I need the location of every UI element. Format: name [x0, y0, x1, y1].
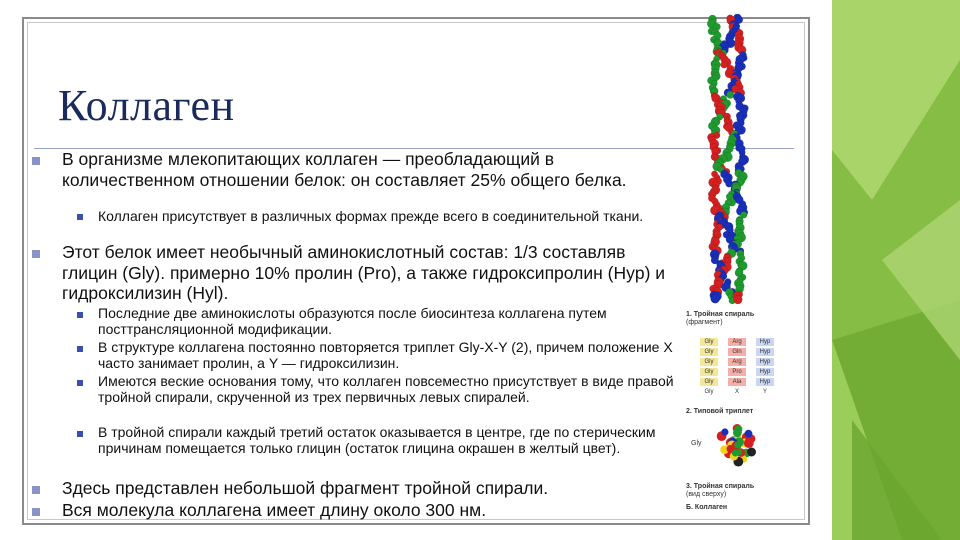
figure-caption: [686, 311, 754, 327]
sub-bullet-text: В тройной спирали каждый третий остаток оказывается в центре, где по стерическим причинам помещается только глицин (остаток глицина окрашен в желтый цвет).: [98, 424, 656, 456]
slide-title: Коллаген: [58, 81, 235, 130]
triplet-table: [700, 338, 782, 396]
collagen-triple-helix-image: [692, 14, 764, 306]
triplet-cell: Arg: [728, 338, 746, 346]
triplet-cell: Gln: [728, 348, 746, 356]
caption-label: 1. Тройная спираль: [686, 311, 755, 318]
bullet-text: Здесь представлен небольшой фрагмент тройной спирали.: [62, 478, 549, 498]
caption-sub: (фрагмент): [686, 319, 723, 326]
section-atom: [744, 438, 754, 448]
bullet-marker: [77, 214, 83, 220]
triplet-cell: Gly: [700, 378, 718, 386]
figure-caption: Б. Коллаген: [686, 504, 728, 511]
triplet-cell: Gly: [700, 368, 718, 376]
bullet-text: В организме млекопитающих коллаген — преобладающий в количественном отношении белок: он составляет 25% общего белка.: [62, 149, 627, 190]
section-atom: [734, 442, 741, 449]
helix-atom: [711, 294, 720, 303]
triplet-footer-label: Gly: [704, 389, 714, 395]
bullet-marker: [77, 431, 83, 437]
decorative-green-band: [832, 0, 960, 540]
bullet-marker: [32, 157, 40, 165]
caption-label: 3. Тройная спираль: [686, 483, 755, 490]
section-atom: [734, 425, 742, 433]
triplet-cell: Hyp: [756, 358, 774, 366]
triplet-cell: Arg: [728, 358, 746, 366]
triplet-cell: Pro: [728, 368, 746, 376]
helix-atom: [734, 295, 743, 304]
triplet-cell: Gly: [700, 358, 718, 366]
bullet-marker: [77, 312, 83, 318]
section-atom: [747, 448, 756, 457]
triplet-cell: Hyp: [756, 348, 774, 356]
bullet-marker: [77, 346, 83, 352]
bullet-text: Вся молекула коллагена имеет длину около 300 нм.: [62, 500, 487, 520]
bullet-marker: [32, 250, 40, 258]
sub-bullet-text: Коллаген присутствует в различных формах прежде всего в соединительной ткани.: [98, 208, 644, 224]
sub-bullet-text: В структуре коллагена постоянно повторяется триплет Gly-X-Y (2), причем положение X часто занимает пролин, а Y — гидроксилизин.: [98, 339, 673, 371]
section-atom: [721, 428, 728, 435]
triplet-cell: Hyp: [756, 338, 774, 346]
triplet-cell: Gly: [700, 348, 718, 356]
section-atom: [745, 430, 753, 438]
bullet-marker: [32, 486, 40, 494]
figure-caption: [686, 483, 754, 499]
bullet-text: Этот белок имеет необычный аминокислотный состав: 1/3 составляв глицин (Gly). примерно 10% пролин (Pro), а также гидроксипролин (Hyp) и гидроксилизин (Hyl).: [62, 242, 666, 303]
triplet-cell: Gly: [700, 338, 718, 346]
helix-atom: [721, 61, 728, 68]
caption-sub: (вид сверху): [686, 491, 727, 498]
triplet-cell: Hyp: [756, 368, 774, 376]
sub-bullet-text: Имеются веские основания тому, что коллаген повсеместно присутствует в виде правой тройной спирали, скрученной из трех первичных левых спиралей.: [98, 373, 674, 405]
triplet-footer-label: X: [734, 389, 739, 395]
bullet-marker: [77, 380, 83, 386]
triplet-cell: Hyp: [756, 378, 774, 386]
section-atom: [732, 450, 739, 457]
bullet-marker: [32, 508, 40, 516]
gly-label: Gly: [691, 440, 702, 447]
triplet-cell: Ala: [728, 378, 746, 386]
triplet-footer-label: Y: [762, 389, 767, 395]
figure-caption: 2. Типовой триплет: [686, 408, 754, 415]
triple-helix-top-view-image: [712, 420, 760, 470]
sub-bullet-text: Последние две аминокислоты образуются после биосинтеза коллагена путем посттрансляционной модификации.: [98, 305, 607, 337]
helix-atom: [726, 91, 734, 99]
